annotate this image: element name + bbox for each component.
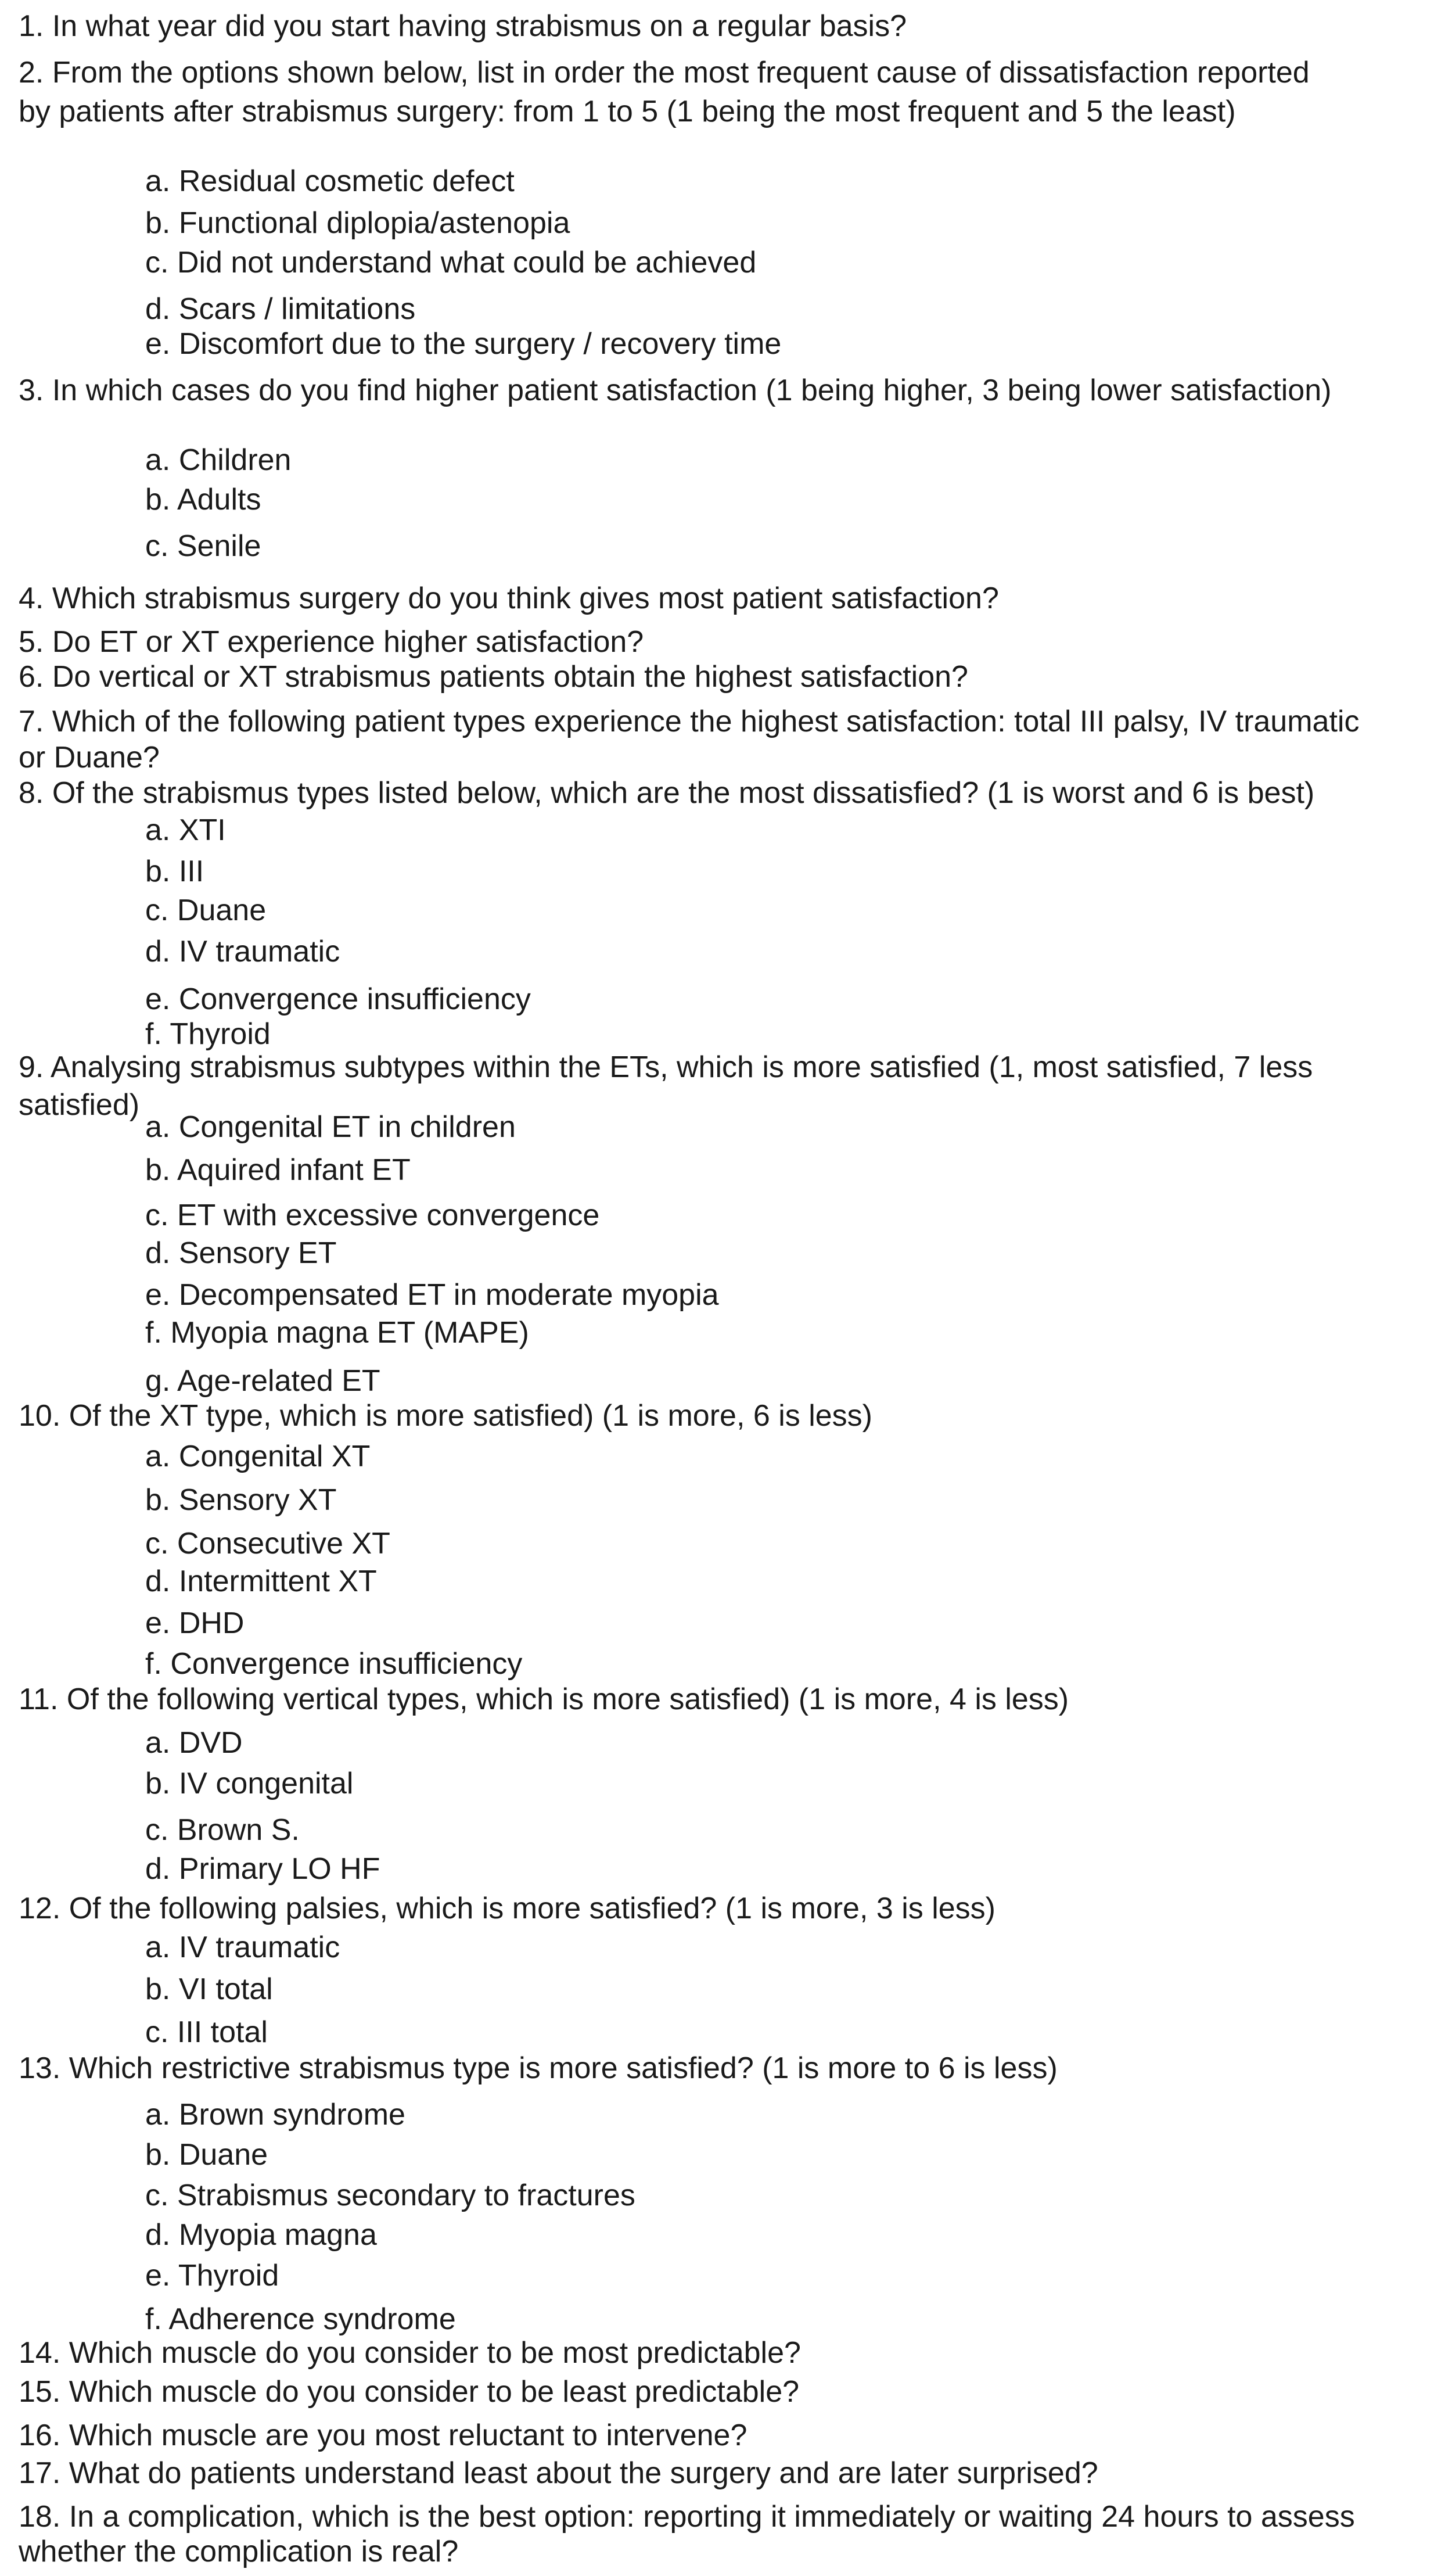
question-2-option-b: b. Functional diplopia/astenopia	[145, 206, 570, 240]
question-13-option-f: f. Adherence syndrome	[145, 2302, 456, 2336]
question-9-line-2: satisfied)	[19, 1088, 140, 1122]
question-1-line-1: 1. In what year did you start having strabismus on a regular basis?	[19, 9, 907, 43]
question-8-option-f: f. Thyroid	[145, 1017, 271, 1051]
question-10-option-b: b. Sensory XT	[145, 1483, 337, 1517]
question-2-option-a: a. Residual cosmetic defect	[145, 164, 515, 198]
question-12-option-a: a. IV traumatic	[145, 1931, 340, 1964]
question-3-line-1: 3. In which cases do you find higher patient satisfaction (1 being higher, 3 being lower satisfaction)	[19, 374, 1332, 407]
question-10-option-a: a. Congenital XT	[145, 1440, 371, 1473]
question-9-line-1: 9. Analysing strabismus subtypes within the ETs, which is more satisfied (1, most satisfied, 7 less	[19, 1050, 1313, 1084]
question-7-line-2: or Duane?	[19, 741, 160, 774]
question-3-option-c: c. Senile	[145, 529, 261, 563]
question-12-option-c: c. III total	[145, 2015, 268, 2049]
question-2-option-d: d. Scars / limitations	[145, 292, 416, 326]
question-10-option-f: f. Convergence insufficiency	[145, 1647, 523, 1681]
question-15-line-1: 15. Which muscle do you consider to be least predictable?	[19, 2375, 800, 2409]
question-9-option-e: e. Decompensated ET in moderate myopia	[145, 1278, 719, 1312]
question-18-line-2: whether the complication is real?	[19, 2535, 459, 2568]
question-8-option-c: c. Duane	[145, 894, 267, 927]
question-9-option-g: g. Age-related ET	[145, 1364, 380, 1398]
question-10-line-1: 10. Of the XT type, which is more satisfied) (1 is more, 6 is less)	[19, 1399, 872, 1433]
question-16-line-1: 16. Which muscle are you most reluctant to intervene?	[19, 2419, 747, 2452]
question-6-line-1: 6. Do vertical or XT strabismus patients obtain the highest satisfaction?	[19, 660, 968, 694]
question-13-option-a: a. Brown syndrome	[145, 2098, 405, 2132]
question-7-line-1: 7. Which of the following patient types experience the highest satisfaction: total III palsy, IV traumatic	[19, 705, 1360, 738]
question-12-option-b: b. VI total	[145, 1972, 273, 2006]
question-4-line-1: 4. Which strabismus surgery do you think gives most patient satisfaction?	[19, 582, 999, 615]
question-11-option-c: c. Brown S.	[145, 1813, 300, 1847]
question-8-option-d: d. IV traumatic	[145, 935, 340, 968]
question-14-line-1: 14. Which muscle do you consider to be most predictable?	[19, 2336, 801, 2370]
question-10-option-e: e. DHD	[145, 1606, 245, 1640]
question-3-option-a: a. Children	[145, 443, 292, 477]
question-5-line-1: 5. Do ET or XT experience higher satisfaction?	[19, 625, 644, 659]
question-9-option-b: b. Aquired infant ET	[145, 1153, 411, 1187]
question-9-option-a: a. Congenital ET in children	[145, 1110, 516, 1144]
question-11-option-d: d. Primary LO HF	[145, 1852, 380, 1886]
question-10-option-c: c. Consecutive XT	[145, 1527, 390, 1560]
question-13-option-c: c. Strabismus secondary to fractures	[145, 2179, 635, 2212]
question-13-option-b: b. Duane	[145, 2138, 268, 2172]
question-17-line-1: 17. What do patients understand least about the surgery and are later surprised?	[19, 2456, 1098, 2490]
question-2-option-e: e. Discomfort due to the surgery / recovery time	[145, 327, 782, 361]
question-9-option-f: f. Myopia magna ET (MAPE)	[145, 1316, 529, 1350]
question-9-option-c: c. ET with excessive convergence	[145, 1199, 600, 1232]
question-13-option-d: d. Myopia magna	[145, 2218, 377, 2252]
question-8-line-1: 8. Of the strabismus types listed below, which are the most dissatisfied? (1 is worst and 6 is best)	[19, 776, 1315, 810]
question-11-option-b: b. IV congenital	[145, 1767, 354, 1800]
question-13-option-e: e. Thyroid	[145, 2259, 279, 2292]
question-2-line-2: by patients after strabismus surgery: from 1 to 5 (1 being the most frequent and 5 the least)	[19, 95, 1236, 128]
question-3-option-b: b. Adults	[145, 483, 261, 516]
question-2-option-c: c. Did not understand what could be achieved	[145, 246, 757, 279]
question-18-line-1: 18. In a complication, which is the best option: reporting it immediately or waiting 24 hours to assess	[19, 2500, 1355, 2534]
question-8-option-e: e. Convergence insufficiency	[145, 982, 531, 1016]
question-8-option-b: b. III	[145, 855, 204, 888]
question-13-line-1: 13. Which restrictive strabismus type is more satisfied? (1 is more to 6 is less)	[19, 2051, 1058, 2085]
question-11-line-1: 11. Of the following vertical types, which is more satisfied) (1 is more, 4 is less)	[19, 1682, 1069, 1716]
question-2-line-1: 2. From the options shown below, list in order the most frequent cause of dissatisfaction reported	[19, 56, 1310, 89]
question-8-option-a: a. XTI	[145, 813, 226, 847]
question-10-option-d: d. Intermittent XT	[145, 1565, 377, 1598]
question-9-option-d: d. Sensory ET	[145, 1236, 337, 1270]
question-11-option-a: a. DVD	[145, 1726, 243, 1760]
question-12-line-1: 12. Of the following palsies, which is more satisfied? (1 is more, 3 is less)	[19, 1892, 996, 1925]
